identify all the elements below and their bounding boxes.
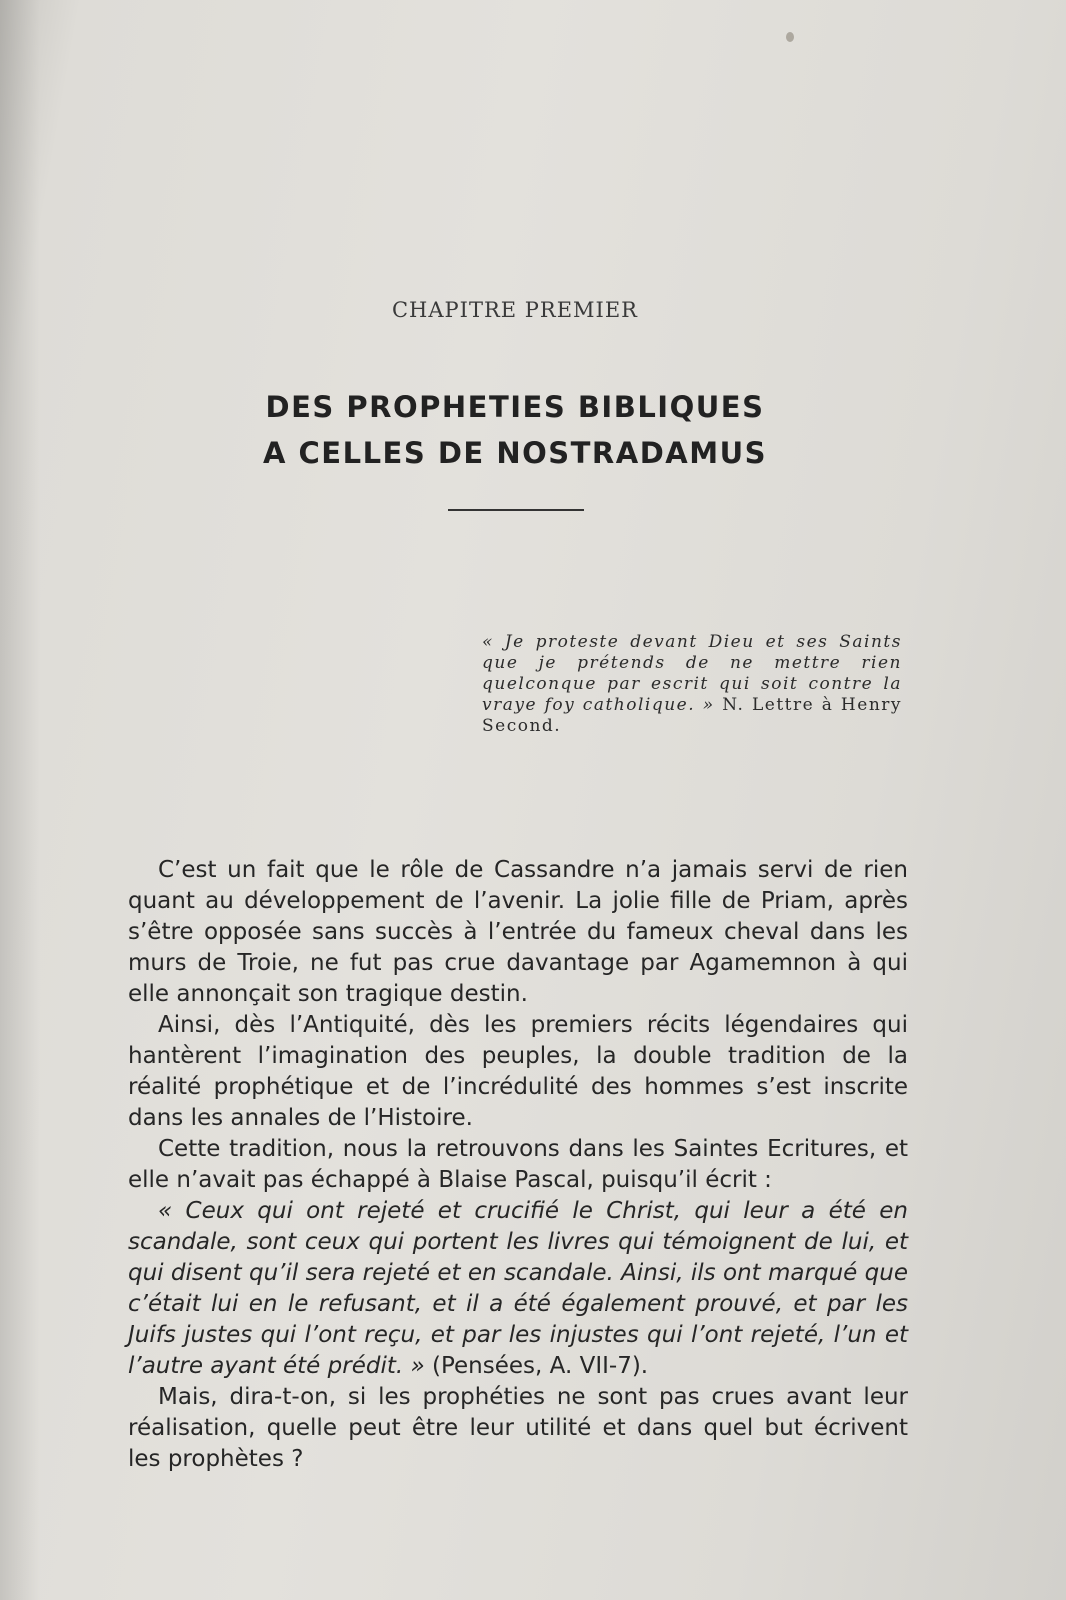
epigraph-attribution: N. Lettre à Henry Second. <box>482 695 903 736</box>
paragraph-2: Ainsi, dès l’Antiquité, dès les premiers récits légendaires qui hantèrent l’imagination des peuples, la double tradition de la réalité prophétique et de l’incrédulité des hommes s’est inscrite dans les annales de l’Histoire. <box>128 1012 908 1131</box>
chapter-label: CHAPITRE PREMIER <box>391 298 638 322</box>
paragraph-1: C’est un fait que le rôle de Cassandre n’a jamais servi de rien quant au développement de l’avenir. La jolie fille de Priam, après s’être opposée sans succès à l’entrée du fameux cheval dans les murs de Troie, ne fut pas crue davantage par Agamemnon à qui elle annonçait son tragique destin. <box>128 857 908 1007</box>
pascal-quote: « Ceux qui ont rejeté et crucifié le Christ, qui leur a été en scandale, sont ceux qui portent les livres qui témoignent de lui, et qui disent qu’il sera rejeté et en scandale. Ainsi, ils ont marqué que c’était lui en le refusant, et il a été également prouvé, et par les Juifs justes qui l’ont reçu, et par les injustes qui l’ont rejeté, l’un et l’autre ayant été prédit. » <box>128 1198 908 1379</box>
paragraph-5: Mais, dira-t-on, si les prophéties ne sont pas crues avant leur réalisation, quelle peut être leur utilité et dans quel but écrivent les prophètes ? <box>128 1384 908 1472</box>
pascal-quote-paragraph <box>128 1196 908 1382</box>
title-divider <box>448 509 584 511</box>
chapter-title-line-1: DES PROPHETIES BIBLIQUES <box>265 390 765 424</box>
body-text <box>128 855 908 1475</box>
paragraph-3: Cette tradition, nous la retrouvons dans les Saintes Ecritures, et elle n’avait pas échappé à Blaise Pascal, puisqu’il écrit : <box>128 1136 908 1193</box>
paper-speck <box>786 32 794 42</box>
pascal-quote-source: (Pensées, A. VII-7). <box>432 1353 649 1379</box>
epigraph-quote: « Je proteste devant Dieu et ses Saints que je prétends de ne mettre rien quelconque par escrit qui soit contre la vraye foy catholique. » <box>482 632 902 715</box>
chapter-title <box>0 384 1030 476</box>
page-gutter-shadow <box>0 0 40 1600</box>
epigraph <box>482 632 902 737</box>
chapter-title-line-2: A CELLES DE NOSTRADAMUS <box>262 436 768 470</box>
